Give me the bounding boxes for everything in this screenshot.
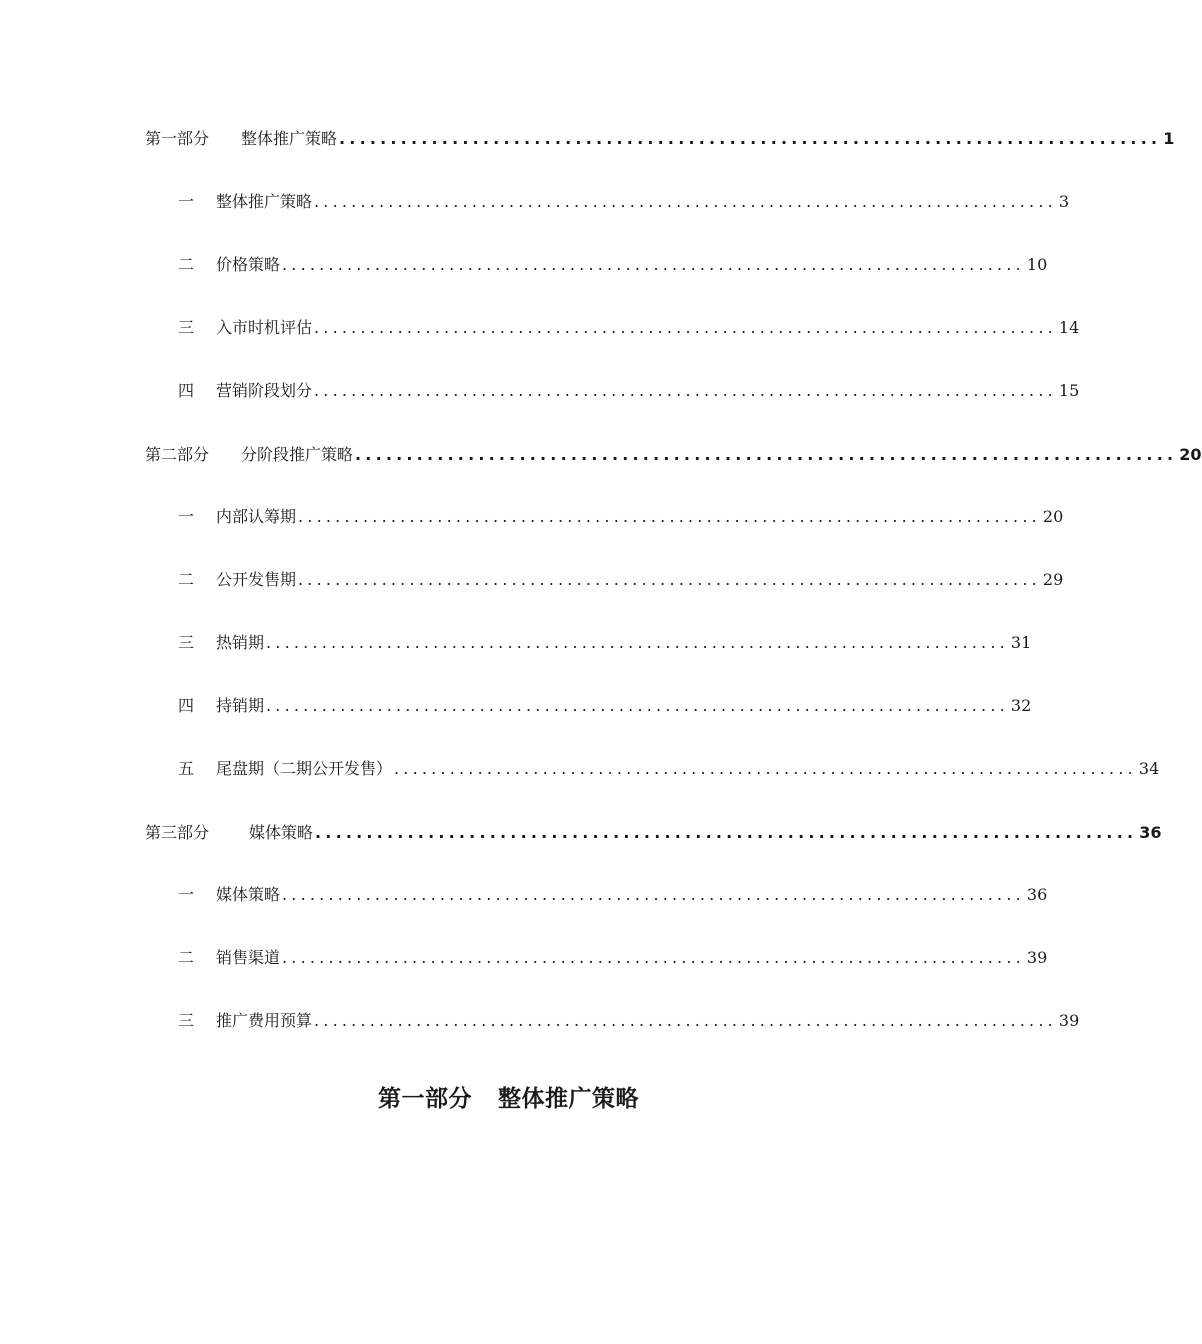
toc-page-number: 29 (1042, 570, 1064, 589)
toc-dot-leader: ................................................................................ (298, 507, 1041, 526)
toc-page-number: 20 (1179, 445, 1202, 464)
toc-entry-label (178, 192, 312, 212)
toc-entry-number: 三 (178, 318, 195, 337)
toc-entry-title: 公开发售期 (216, 570, 297, 589)
toc-entry-number: 三 (178, 1011, 195, 1030)
toc-entry-label (178, 381, 312, 401)
toc-entry[interactable] (178, 255, 1048, 275)
toc-page-number: 36 (1139, 823, 1162, 842)
toc-dot-leader: ................................................................................ (315, 823, 1138, 842)
toc-entry-number: 一 (178, 885, 195, 904)
toc-page-number: 32 (1010, 696, 1032, 715)
toc-entry-number: 二 (178, 948, 195, 967)
toc-entry-title: 整体推广策略 (241, 129, 338, 148)
toc-page-number: 15 (1058, 381, 1080, 400)
toc-dot-leader: ................................................................................ (314, 1011, 1057, 1030)
toc-dot-leader: ................................................................................ (314, 318, 1057, 337)
toc-dot-leader: ................................................................................ (314, 381, 1057, 400)
toc-entry-title: 热销期 (216, 633, 265, 652)
toc-entry-label (178, 318, 312, 338)
toc-entry-title: 媒体策略 (216, 885, 281, 904)
toc-entry-label (178, 633, 264, 653)
part-heading (0, 1080, 1017, 1113)
toc-page-number: 31 (1010, 633, 1032, 652)
toc-entry-label (178, 507, 296, 527)
toc-entry-title: 持销期 (216, 696, 265, 715)
toc-page-number: 1 (1163, 129, 1175, 148)
toc-entry-label (178, 1011, 312, 1031)
toc-entry[interactable] (145, 129, 1175, 149)
toc-entry-label (178, 570, 296, 590)
toc-dot-leader: ................................................................................ (339, 129, 1162, 148)
toc-entry[interactable] (178, 192, 1070, 212)
toc-page-number: 36 (1026, 885, 1048, 904)
toc-page-number: 39 (1026, 948, 1048, 967)
toc-entry-label (145, 129, 337, 149)
toc-page-number: 14 (1058, 318, 1080, 337)
toc-entry-title: 营销阶段划分 (216, 381, 313, 400)
toc-entry-label (178, 759, 392, 779)
toc-entry-number: 第三部分 (145, 823, 210, 842)
toc-dot-leader: ................................................................................ (282, 255, 1025, 274)
toc-entry-number: 四 (178, 696, 195, 715)
toc-dot-leader: ................................................................................ (394, 759, 1137, 778)
toc-entry[interactable] (178, 318, 1080, 338)
toc-entry-label (178, 696, 264, 716)
toc-entry-number: 第一部分 (145, 129, 210, 148)
toc-entry[interactable] (178, 696, 1032, 716)
toc-entry[interactable] (178, 1011, 1080, 1031)
toc-entry-title: 价格策略 (216, 255, 281, 274)
toc-entry-number: 五 (178, 759, 195, 778)
toc-entry-number: 二 (178, 255, 195, 274)
toc-dot-leader: ................................................................................ (298, 570, 1041, 589)
toc-page-number: 34 (1138, 759, 1160, 778)
toc-entry-title: 整体推广策略 (216, 192, 313, 211)
toc-page-number: 39 (1058, 1011, 1080, 1030)
toc-entry-title: 分阶段推广策略 (241, 445, 354, 464)
toc-entry-title: 推广费用预算 (216, 1011, 313, 1030)
toc-entry[interactable] (178, 381, 1080, 401)
toc-dot-leader: ................................................................................ (282, 948, 1025, 967)
toc-entry-label (178, 885, 280, 905)
toc-page-number: 20 (1042, 507, 1064, 526)
toc-entry-label (178, 255, 280, 275)
toc-entry-title: 内部认筹期 (216, 507, 297, 526)
toc-page-number: 3 (1058, 192, 1070, 211)
toc-entry-number: 四 (178, 381, 195, 400)
toc-entry[interactable] (145, 445, 1202, 465)
toc-entry-label (145, 445, 353, 465)
toc-dot-leader: ................................................................................ (355, 445, 1178, 464)
toc-dot-leader: ................................................................................ (282, 885, 1025, 904)
toc-entry[interactable] (178, 570, 1064, 590)
toc-entry[interactable] (178, 759, 1160, 779)
toc-entry[interactable] (178, 948, 1048, 968)
toc-entry-title: 销售渠道 (216, 948, 281, 967)
toc-entry-number: 二 (178, 570, 195, 589)
toc-dot-leader: ................................................................................ (266, 633, 1009, 652)
part-heading-number: 第一部分 (378, 1086, 472, 1112)
toc-entry-number: 一 (178, 192, 195, 211)
toc-entry[interactable] (178, 633, 1032, 653)
toc-entry-number: 三 (178, 633, 195, 652)
part-heading-title: 整体推广策略 (498, 1086, 639, 1112)
toc-entry-title: 尾盘期（二期公开发售） (216, 759, 393, 778)
toc-dot-leader: ................................................................................ (266, 696, 1009, 715)
toc-entry[interactable] (178, 885, 1048, 905)
toc-entry-label (178, 948, 280, 968)
toc-entry-title: 媒体策略 (249, 823, 314, 842)
toc-entry[interactable] (178, 507, 1064, 527)
toc-dot-leader: ................................................................................ (314, 192, 1057, 211)
toc-page-number: 10 (1026, 255, 1048, 274)
toc-entry-number: 一 (178, 507, 195, 526)
toc-entry-label (145, 823, 313, 843)
toc-entry-title: 入市时机评估 (216, 318, 313, 337)
toc-entry[interactable] (145, 823, 1162, 843)
toc-entry-number: 第二部分 (145, 445, 210, 464)
